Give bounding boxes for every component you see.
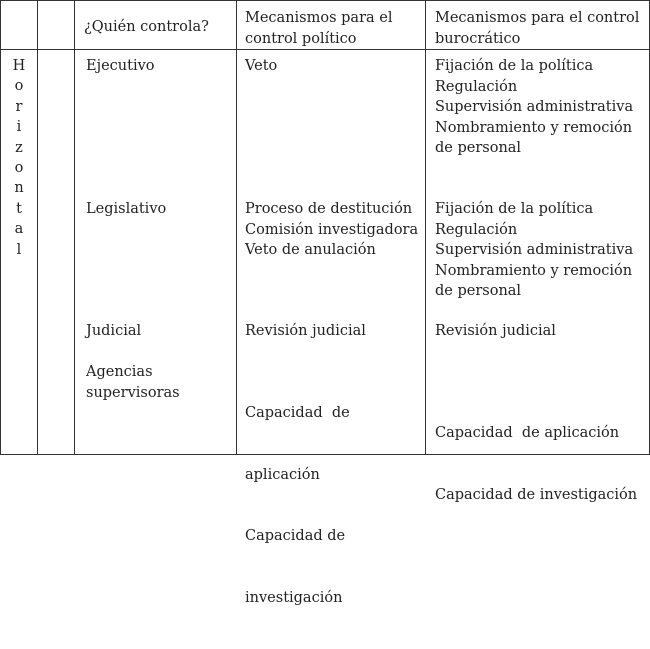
- row-executive-political: Veto: [245, 58, 278, 74]
- col-border-3: [74, 0, 75, 455]
- row-agencies-who: Agencias supervisoras: [86, 364, 180, 401]
- header-bureaucratic-mechanisms: Mecanismos para el control burocrático: [435, 10, 640, 47]
- row-legislative-who: Legislativo: [86, 201, 167, 217]
- row-judicial-political: Revisión judicial: [245, 323, 366, 339]
- col-border-5: [425, 0, 426, 455]
- header-who-controls: ¿Quién controla?: [84, 19, 209, 35]
- header-political-mechanisms: Mecanismos para el control político: [245, 10, 393, 47]
- row-legislative-bureaucratic: Fijación de la política Regulación Supervisión administrativa Nombramiento y remoción de personal: [435, 201, 634, 299]
- row-judicial-who: Judicial: [86, 323, 142, 339]
- row-executive-bureaucratic: Fijación de la política Regulación Supervisión administrativa Nombramiento y remoción de personal: [435, 58, 634, 156]
- col-border-2: [37, 0, 38, 455]
- table-top-border: [0, 0, 650, 1]
- row-legislative-political: Proceso de destitución Comisión investigadora Veto de anulación: [245, 201, 419, 258]
- row-executive-who: Ejecutivo: [86, 58, 155, 74]
- col-border-1: [0, 0, 1, 455]
- row-judicial-bureaucratic: Revisión judicial: [435, 323, 556, 339]
- row-agencies-political: Capacidad de aplicación Capacidad de investigación: [245, 405, 350, 606]
- row-agencies-bureaucratic: Capacidad de aplicación Capacidad de investigación: [435, 425, 638, 503]
- col-border-4: [236, 0, 237, 455]
- horizontal-side-label: H o r i z o n t a l: [12, 58, 26, 258]
- header-separator: [0, 49, 650, 50]
